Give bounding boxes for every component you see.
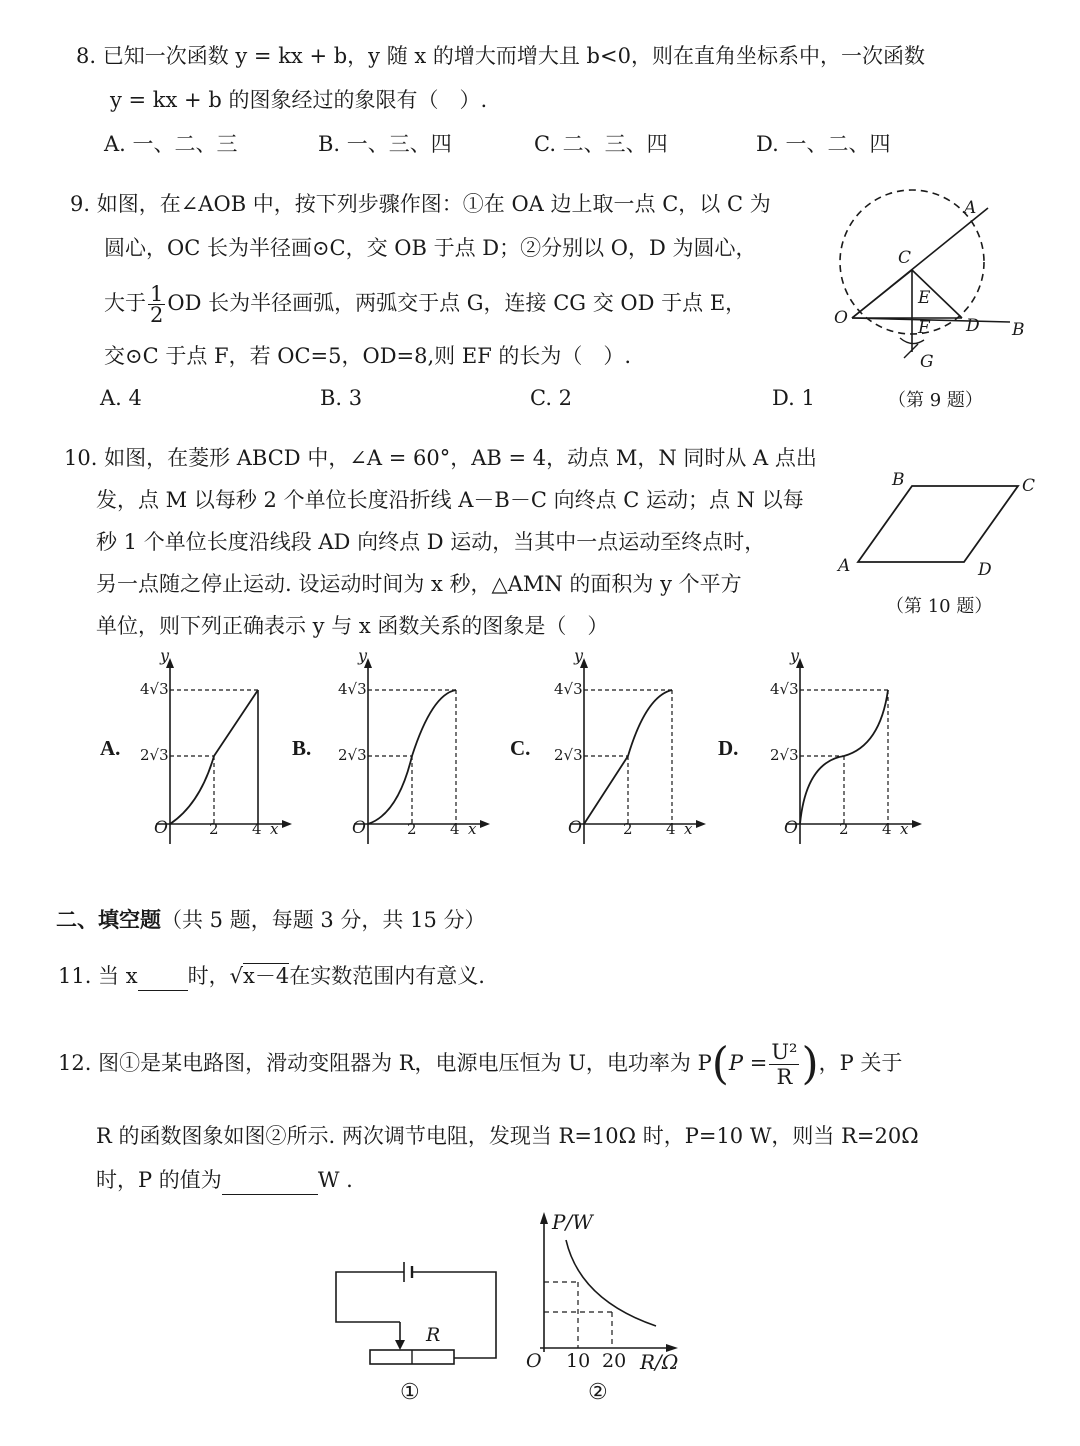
q10-graph-xlabel: x — [468, 820, 477, 838]
q10-line2: 发，点 M 以每秒 2 个单位长度沿折线 A－B－C 向终点 C 运动；点 N 以每 — [96, 488, 804, 512]
q10-graph-ytick-top: 4√3 — [770, 680, 799, 698]
q10-graph-xtick-mid: 2 — [407, 820, 417, 838]
q10-graph-ytick-mid: 2√3 — [338, 746, 367, 764]
q12-line3-post: W . — [317, 1168, 353, 1192]
q10-graph-option-label: A. — [100, 736, 121, 760]
q10-graph-xtick-end: 4 — [882, 820, 892, 838]
q10-graph-origin: O — [568, 818, 582, 838]
q10-graph-xtick-mid: 2 — [209, 820, 219, 838]
q10-label-d: D — [978, 560, 992, 580]
q12-paren-close: ) — [801, 1038, 819, 1090]
q12-formula-num: U² — [771, 1040, 798, 1064]
q10-line3: 秒 1 个单位长度沿线段 AD 向终点 D 运动，当其中一点运动至终点时， — [96, 530, 766, 554]
q11-post: 在实数范围内有意义. — [289, 964, 485, 988]
q9-frac-den: 2 — [150, 303, 164, 327]
q12-pr-ylabel: P/W — [552, 1210, 593, 1234]
q9-label-a: A — [964, 198, 977, 218]
q12-pr-xlabel: R/Ω — [640, 1350, 679, 1374]
q12-fig2-caption: ② — [588, 1380, 608, 1405]
q10-graph-origin: O — [784, 818, 798, 838]
q9-line3-pre: 大于 — [104, 291, 146, 315]
q9-frac-num: 1 — [150, 282, 164, 306]
q10-label-b: B — [892, 470, 905, 490]
q10-caption: （第 10 题） — [886, 596, 993, 617]
q9-label-f: F — [918, 318, 930, 338]
q10-label-a: A — [838, 556, 851, 576]
q12-line1-pre: 12. 图①是某电路图，滑动变阻器为 R，电源电压恒为 U，电功率为 P — [58, 1051, 712, 1075]
q12-pr-curve — [566, 1240, 656, 1326]
q12-pr-tick-10: 10 — [566, 1350, 591, 1372]
q8-option-b[interactable]: B. 一、三、四 — [318, 132, 452, 156]
q9-label-b: B — [1012, 320, 1025, 340]
q10-label-c: C — [1022, 476, 1036, 496]
q10-graph-ylabel: y — [160, 646, 170, 665]
q9-line1: 9. 如图，在∠AOB 中，按下列步骤作图：①在 OA 边上取一点 C，以 C 为 — [70, 192, 771, 216]
q12-fig1-caption: ① — [400, 1380, 420, 1405]
q9-line3-post: OD 长为半径画弧，两弧交于点 G，连接 CG 交 OD 于点 E， — [167, 291, 747, 315]
q10-graph-ylabel: y — [358, 646, 368, 665]
q12-line1-post: ，P 关于 — [818, 1051, 903, 1075]
q9-label-o: O — [834, 308, 848, 328]
q10-graph-xtick-end: 4 — [450, 820, 460, 838]
q8-line1: 8. 已知一次函数 y = kx + b，y 随 x 的增大而增大且 b<0，则在直角坐标系中，一次函数 — [76, 44, 925, 68]
q9-line2: 圆心，OC 长为半径画⊙C，交 OB 于点 D；②分别以 O，D 为圆心， — [104, 236, 757, 260]
q10-graph-ytick-top: 4√3 — [554, 680, 583, 698]
q10-graph-ytick-mid: 2√3 — [140, 746, 169, 764]
q12-paren-open: ( — [711, 1038, 729, 1090]
q10-graph-xtick-mid: 2 — [839, 820, 849, 838]
q8-line2: y = kx + b 的图象经过的象限有（ ）. — [110, 88, 488, 112]
q11-sqrt-sign: √ — [229, 964, 243, 988]
q12-pr-origin: O — [526, 1350, 542, 1372]
q10-graph-option-label: C. — [510, 736, 531, 760]
q10-graph-origin: O — [154, 818, 168, 838]
q12-pr-yaxis-arrow — [540, 1212, 548, 1224]
q9-label-e: E — [918, 288, 931, 308]
q10-graph-ytick-mid: 2√3 — [554, 746, 583, 764]
q8-option-a[interactable]: A. 一、二、三 — [104, 132, 238, 156]
q12-line2: R 的函数图象如图②所示. 两次调节电阻，发现当 R=10Ω 时，P=10 W，则当 R=20Ω — [96, 1124, 919, 1148]
q10-line5: 单位，则下列正确表示 y 与 x 函数关系的图象是（ ） — [96, 614, 609, 638]
q10-graph-option-label: B. — [292, 736, 312, 760]
q8-option-c[interactable]: C. 二、三、四 — [534, 132, 668, 156]
q10-graph-ytick-top: 4√3 — [338, 680, 367, 698]
q11-mid: 时， — [187, 964, 230, 988]
q10-graph-xtick-end: 4 — [252, 820, 262, 838]
q9-line4: 交⊙C 于点 F，若 OC=5，OD=8,则 EF 的长为（ ）. — [104, 344, 632, 368]
q10-graph-xlabel: x — [900, 820, 909, 838]
q9-option-b[interactable]: B. 3 — [320, 386, 363, 410]
q12-formula-lhs: P = — [728, 1051, 768, 1075]
q11-pre: 11. 当 x — [58, 964, 138, 988]
q10-graph-origin: O — [352, 818, 366, 838]
section2-note: （共 5 题，每题 3 分，共 15 分） — [161, 908, 486, 932]
q9-option-d[interactable]: D. 1 — [772, 386, 815, 410]
q11-radicand: x－4 — [242, 964, 290, 988]
q10-graph-ytick-top: 4√3 — [140, 680, 169, 698]
q10-graph-ylabel: y — [790, 646, 800, 665]
q10-graph-xtick-end: 4 — [666, 820, 676, 838]
q9-caption: （第 9 题） — [888, 390, 983, 411]
q10-graph-xlabel: x — [684, 820, 693, 838]
q10-graph-xlabel: x — [270, 820, 279, 838]
q12-formula-den: R — [776, 1065, 793, 1089]
q10-graph-ytick-mid: 2√3 — [770, 746, 799, 764]
q9-label-d: D — [966, 316, 980, 336]
q9-label-c: C — [898, 248, 912, 268]
q8-option-d[interactable]: D. 一、二、四 — [756, 132, 891, 156]
q10-line1: 10. 如图，在菱形 ABCD 中，∠A = 60°，AB = 4，动点 M，N 同时从 A 点出 — [64, 446, 817, 470]
section2-title: 二、填空题 — [56, 907, 161, 932]
q12-fig1-label-r: R — [426, 1324, 441, 1346]
q12-pr-tick-20: 20 — [602, 1350, 627, 1372]
q9-option-c[interactable]: C. 2 — [530, 386, 573, 410]
q9-label-g: G — [920, 352, 934, 372]
q10-graph-xtick-mid: 2 — [623, 820, 633, 838]
q9-option-a[interactable]: A. 4 — [100, 386, 142, 410]
q10-graph-option-label: D. — [718, 736, 739, 760]
q12-line3-pre: 时，P 的值为 — [96, 1168, 222, 1192]
q10-graph-ylabel: y — [574, 646, 584, 665]
q10-line4: 另一点随之停止运动. 设运动时间为 x 秒，△AMN 的面积为 y 个平方 — [96, 572, 742, 596]
